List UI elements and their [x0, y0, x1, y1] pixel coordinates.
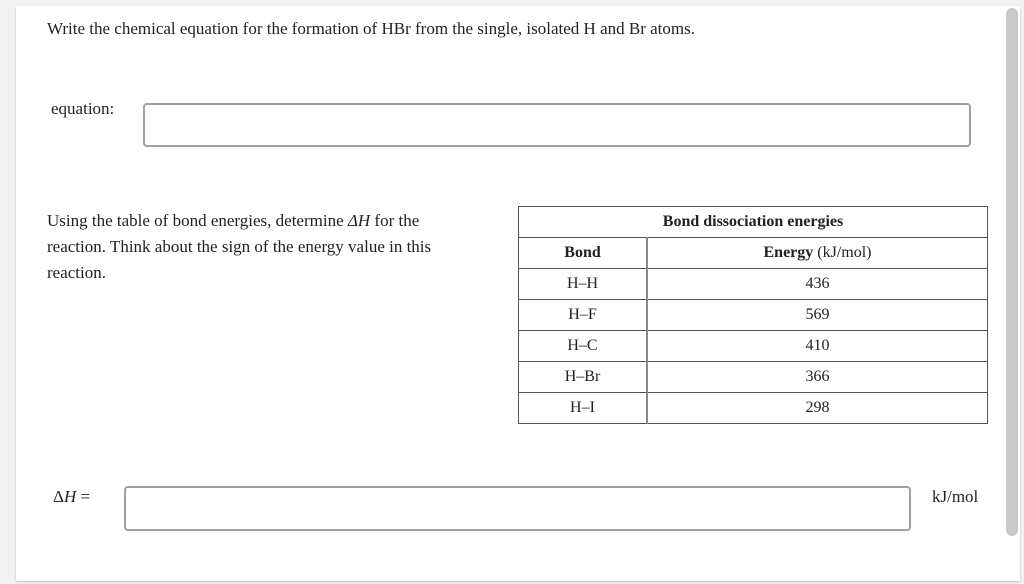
equation-label: equation: [51, 99, 115, 118]
scrollbar[interactable] [1006, 8, 1018, 536]
bond-cell: H–F [519, 300, 648, 331]
equation-input[interactable] [143, 103, 971, 147]
h-symbol: H [63, 487, 77, 506]
energy-cell: 436 [647, 269, 988, 300]
header-energy-label: Energy [763, 244, 814, 261]
energy-cell: 298 [647, 393, 988, 424]
energy-cell: 366 [647, 362, 988, 393]
table-row [519, 300, 988, 331]
delta-h-symbol: ΔH [347, 211, 371, 230]
prompt-before: Using the table of bond energies, determine [47, 211, 348, 230]
table-row [519, 362, 988, 393]
unit-label: kJ/mol [932, 487, 979, 506]
header-energy-unit: (kJ/mol) [813, 244, 872, 261]
header-energy [647, 238, 988, 269]
delta-symbol: Δ [53, 487, 64, 506]
equals-sign: = [76, 487, 91, 506]
bond-cell: H–I [519, 393, 648, 424]
delta-h-input[interactable] [124, 486, 911, 531]
delta-h-label [53, 487, 90, 507]
question-text: Write the chemical equation for the formation of HBr from the single, isolated H and Br atoms. [47, 19, 695, 38]
bond-cell: H–Br [519, 362, 648, 393]
bond-cell: H–C [519, 331, 648, 362]
table-title: Bond dissociation energies [519, 207, 988, 238]
prompt-text [47, 208, 477, 286]
table-row [519, 393, 988, 424]
prompt-after: for the reaction. Think about the sign of the energy value in this reaction. [47, 211, 432, 282]
energy-cell: 410 [647, 331, 988, 362]
bond-energy-table [518, 206, 988, 424]
table-row [519, 331, 988, 362]
header-bond: Bond [519, 238, 648, 269]
energy-cell: 569 [647, 300, 988, 331]
bond-cell: H–H [519, 269, 648, 300]
table-row [519, 269, 988, 300]
